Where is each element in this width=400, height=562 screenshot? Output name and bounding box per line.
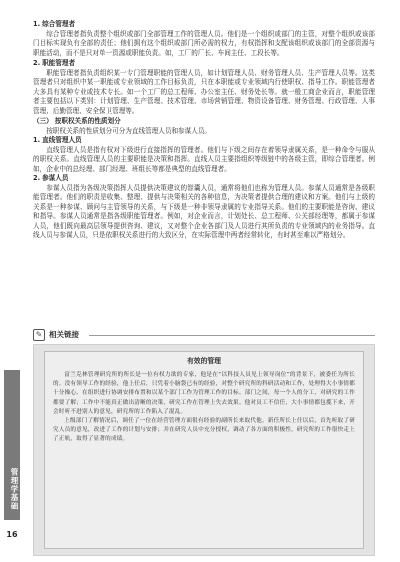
heading-text: 职能管理者 bbox=[42, 59, 76, 67]
heading-text: 参谋人员 bbox=[42, 174, 69, 182]
section-heading bbox=[33, 136, 375, 146]
reading-box-inner bbox=[44, 351, 364, 549]
reading-paragraph: 富兰克林管理研究所的所长是一位有权力欲的专家，他是在“以科技人员见上领导岗位”的背景下，被委任为所长的。没有领导工作的经验，他上任后，只凭着小脑袋已有的经验，对整个研究所的科研活动和工作，处理得大小事情都十分操心、在组织进行协调安排布置和以某个部门工作为管理工作的目标。部门之间，每一个人的分工，对研究的工作都要了解；工作中不能真正做出清晰的决策，研究工作在管理上失去效果。他对员工不信任，大小事情都包揽下来，开会时听不进别人的意见，研究所的工作陷入了混乱。 bbox=[53, 372, 355, 415]
heading-text: 直线管理人员 bbox=[42, 136, 82, 144]
paragraph: 直线管理人员是指有权对下级进行直接指挥的管理者。他们与下级之间存在着领导隶属关系，是一种命令与服从的职权关系。直线管理人员的主要职能是决策和指挥。直线人员主要指组织等级链中的各级主管，即综合管理者。例如，企业中的总经理、部门经理、班组长等都是典型的直线管理者。 bbox=[33, 145, 375, 173]
paragraph: 参谋人员指为各级决策指挥人员提供决策建议的智囊人员，通常将他们也称为管理人员。参谋人员通常是各级职能管理者。他们的职责是收集、整理、提供与决策相关的各种信息，为决策者提供合理的建议和方案。他们与上级的关系是一种参谋、顾问与主管领导的关系，与下级是一种非领导隶属的专业指导关系。他们的主要职能是咨询、建议和指导。参谋人员通常是指各级职能管理者。例如，对企业而言，计划处长、总工程师、公关部经理等，都属于参谋人员，他们既向最高层领导提供咨询、建议，又对整个企业各部门及人员进行其所负责的专业领域内的业务指导。直线人员与参谋人员，只是依职权关系进行的大致区分，在实际管理中两者经常转化，有时甚至难以严格划分。 bbox=[33, 183, 375, 239]
book-title: 管理学基础 bbox=[10, 468, 19, 511]
link-icon: ✎ bbox=[33, 329, 45, 341]
heading-text: 综合管理者 bbox=[42, 20, 76, 28]
reading-paragraph: 上级部门了解情况后，调任了一位在经营管理方面很有经验的副所长来取代他。新任所长上任以后，首先听取了研究人员的意见，改进了工作的计划与安排；并在研究人员中充分授权，调动了各方面的积极性，研究所的工作很快走上了正轨，取得了显著的成绩。 bbox=[53, 418, 355, 443]
paragraph: 职能管理者指负责组织某一专门管理职能的管理人员，如计划管理人员、财务管理人员、生产管理人员等。这类管理者只对组织中某一职能或专业领域的工作目标负责，只在本职能或专业领域内行使职权、指导工作。职能管理者大多具有某种专业或技术专长。如一个工厂的总工程师、办公室主任、财务处长等。就一般工商企业而言，职能管理者主要包括以下类别：计划管理、生产管理、技术管理、市场营销管理、物资设备管理、财务管理、行政管理、人事管理、后勤管理、安全保卫管理等。 bbox=[33, 68, 375, 115]
related-link-header bbox=[33, 328, 375, 342]
heading-text: 按职权关系的性质划分 bbox=[54, 117, 121, 125]
header-divider bbox=[89, 335, 375, 336]
page-sidebar bbox=[0, 0, 24, 562]
paragraph: 综合管理者指负责整个组织或部门全部管理工作的管理人员。他们是一个组织或部门的主管，对整个组织或该部门目标实现负有全部的责任；他们拥有这个组织或部门所必需的权力，有权指挥和支配该组织或该部门的全部资源与职能活动，而不是只对单一资源或职能负责。如，工厂的厂长、车间主任、工段长等。 bbox=[33, 29, 375, 57]
main-text bbox=[33, 20, 375, 241]
heading-number: 2. bbox=[33, 174, 41, 182]
related-link-label: 相关链接 bbox=[49, 330, 79, 339]
reading-title: 有效的管理 bbox=[187, 357, 221, 365]
heading-number: 1. bbox=[33, 136, 41, 144]
paragraph: 按职权关系的性质划分可分为直线管理人员和参谋人员。 bbox=[46, 126, 212, 135]
heading-number: 2. bbox=[33, 59, 41, 67]
heading-number: 1. bbox=[33, 20, 41, 28]
section-heading bbox=[33, 59, 375, 69]
section-heading bbox=[33, 174, 375, 184]
reading-box bbox=[33, 344, 375, 556]
heading-number: （三） bbox=[33, 117, 53, 125]
section-heading bbox=[33, 20, 375, 30]
section-heading bbox=[33, 117, 375, 127]
page-number: 16 bbox=[6, 530, 18, 539]
